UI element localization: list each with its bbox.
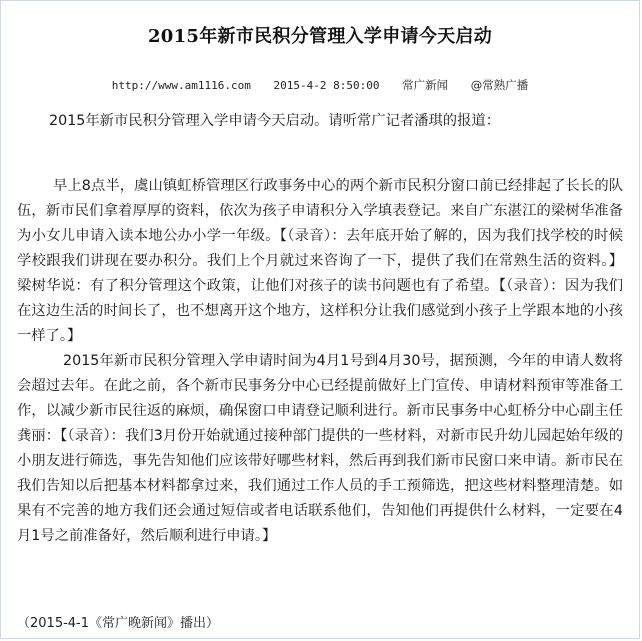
lead-paragraph: 2015年新市民积分管理入学申请今天启动。请听常广记者潘琪的报道： [49,113,500,129]
category-label[interactable]: 常广新闻 [402,78,449,92]
article-body [17,109,623,549]
article-meta [1,77,639,93]
body-paragraph-1: 早上8点半，虞山镇虹桥管理区行政事务中心的两个新市民积分窗口前已经排起了长长的队伍，新市民们拿着厚厚的资料，依次为孩子申请积分入学填表登记。来自广东湛江的梁树华准备为小女儿申请入读本地公办小学一年级。【（录音）：去年底开始了解的，因为我们找学校的时候学校跟我们讲现在要办积分。我们上个月就过来咨询了一下，提供了我们在常熟生活的资料。】梁树华说：有了积分管理这个政策，让他们对孩子的读书问题也有了希望。【（录音）：因为我们在这边生活的时间长了，也不想离开这个地方，这样积分让我们感觉到小孩子上学跟本地的小孩一样了。】 [17,178,623,344]
body-paragraph-2: 2015年新市民积分管理入学申请时间为4月1号到4月30号，据预测，今年的申请人数将会超过去年。在此之前，各个新市民事务分中心已经提前做好上门宣传、申请材料预审等准备工作，以减少新市民往返的麻烦，确保窗口申请登记顺利进行。新市民事务中心虹桥分中心副主任龚丽：【（录音）：我们3月份开始就通过接种部门提供的一些材料，对新市民升幼儿园起始年级的小朋友进行筛选，事先告知他们应该带好哪些材料，然后再到我们新市民窗口来申请。新市民在我们告知以后把基本材料都拿过来，我们通过工作人员的手工预筛选，把这些材料整理清楚。如果有不完善的地方我们还会通过短信或者电话联系他们，告知他们再提供什么材料，一定要在4月1号之前准备好，然后顺利进行申请。】 [17,353,623,544]
publish-datetime: 2015-4-2 8:50:00 [273,79,380,92]
page-title: 2015年新市民积分管理入学申请今天启动 [147,26,493,47]
broadcast-footer: （2015-4-1《常广晚新闻》播出） [17,616,220,631]
source-label: @常熟广播 [470,78,529,92]
source-url[interactable]: http://www.am1116.com [111,79,251,92]
